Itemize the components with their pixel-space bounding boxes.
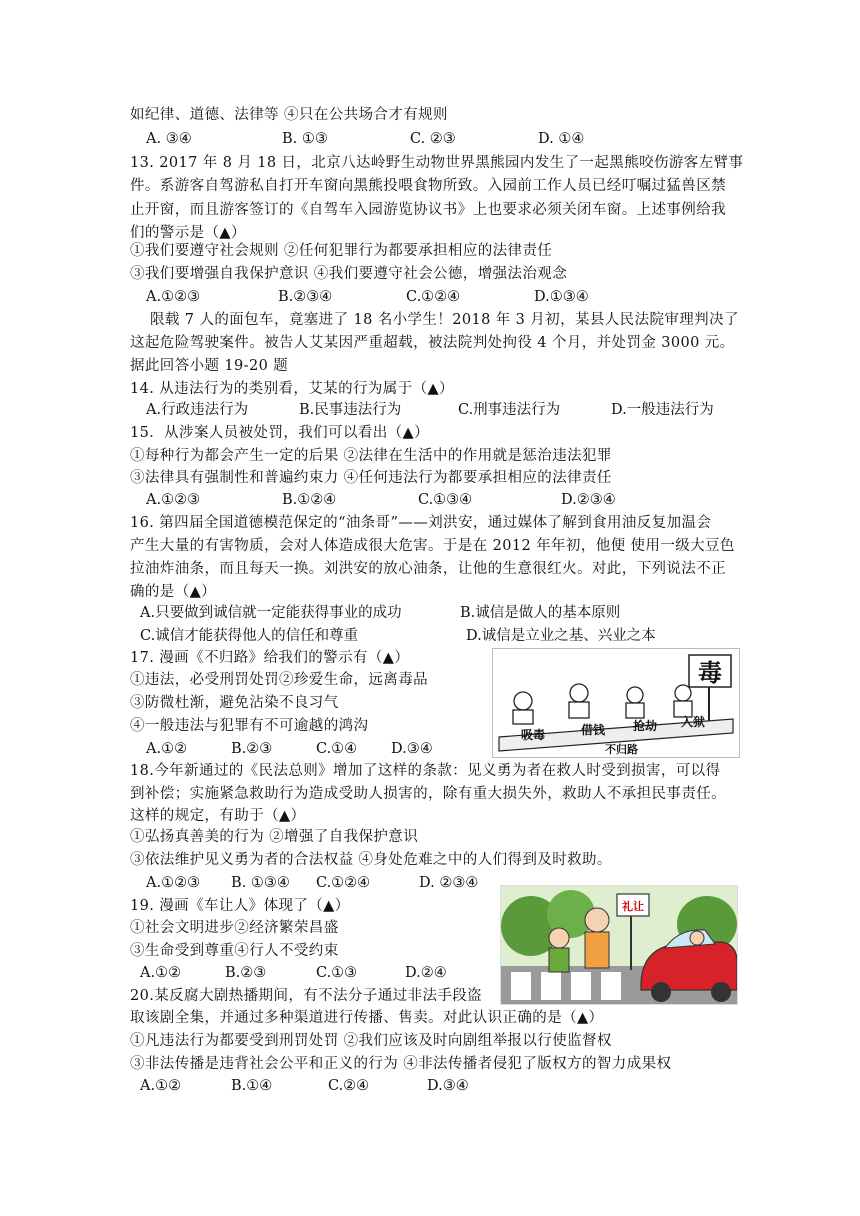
cartoon-label: 入狱 [681,715,706,729]
q16-option-b: B.诚信是做人的基本原则 [460,605,621,621]
q13-line: 止开窗，而且游客签订的《自驾车入园游览协议书》上也要求必须关闭车窗。上述事例给我 [130,202,726,218]
q18-option-d: D. ②③④ [419,875,479,891]
q15-option-a: A.①②③ [146,492,201,508]
q16-option-a: A.只要做到诚信就一定能获得事业的成功 [140,605,402,621]
q13-statement: ①我们要遵守社会规则 ②任何犯罪行为都要承担相应的法律责任 [130,243,553,259]
q17-statement: ①违法，必受刑罚处罚②珍爱生命，远离毒品 [130,672,428,688]
q19-option-d: D.②④ [405,965,447,981]
q15-option-d: D.②③④ [561,492,616,508]
q20-option-d: D.③④ [427,1078,469,1094]
q13-line: 13. 2017 年 8 月 18 日，北京八达岭野生动物世界黑熊园内发生了一起黑熊咬伤游客左臂事 [130,155,744,171]
q12-option-a: A. ③④ [146,131,192,147]
q14-option-b: B.民事违法行为 [299,402,402,418]
q13-statement: ③我们要增强自我保护意识 ④我们要遵守社会公德，增强法治观念 [130,266,568,282]
passage-line: 据此回答小题 19-20 题 [130,358,289,374]
cartoon-caption: 不归路 [605,743,638,756]
q15-option-c: C.①③④ [418,492,473,508]
q18-statement: ③依法维护见义勇为者的合法权益 ④身处危难之中的人们得到及时救助。 [130,852,612,868]
q15-option-b: B.①②④ [282,492,337,508]
q19-statement: ③生命受到尊重④行人不受约束 [130,943,339,959]
q13-line: 们的警示是（▲） [130,225,246,241]
q17-option-d: D.③④ [391,741,433,757]
q17-statement: ③防微杜渐，避免沾染不良习气 [130,695,339,711]
q18-line: 18.今年新通过的《民法总则》增加了这样的条款：见义勇为者在救人时受到损害，可以得 [130,763,721,779]
q17-option-a: A.①② [146,741,188,757]
q18-line: 到补偿；实施紧急救助行为造成受助人损害的，除有重大损失外，救助人不承担民事责任。 [130,786,726,802]
q16-line: 16. 第四届全国道德模范保定的“油条哥”——刘洪安，通过媒体了解到食用油反复加温会 [130,515,712,531]
q16-option-d: D.诚信是立业之基、兴业之本 [466,628,656,644]
q20-statement: ①凡违法行为都要受到刑罚处罚 ②我们应该及时向剧组举报以行使监督权 [130,1033,612,1049]
cartoon-bu-gui-lu [492,648,740,758]
q18-option-b: B. ①③④ [231,875,290,891]
q16-line: 拉油炸油条，而且每天一换。刘洪安的放心油条，让他的生意很红火。对此，下列说法不正 [130,561,726,577]
q20-option-b: B.①④ [231,1078,273,1094]
cartoon-che-rang-ren [500,885,738,1005]
q14-option-a: A.行政违法行为 [146,402,249,418]
q13-option-d: D.①③④ [534,289,589,305]
passage-line: 限载 7 人的面包车，竟塞进了 18 名小学生！2018 年 3 月初，某县人民法院审理判决了 [150,312,739,328]
q13-line: 件。系游客自驾游私自打开车窗向黑熊投喂食物所致。入园前工作人员已经叮嘱过猛兽区禁 [130,178,726,194]
q19-option-a: A.①② [140,965,182,981]
q13-option-c: C.①②④ [406,289,461,305]
q14-option-d: D.一般违法行为 [611,402,714,418]
q20-line: 取该剧全集，并通过多种渠道进行传播、售卖。对此认识正确的是（▲） [130,1010,604,1026]
cartoon-label: 吸毒 [521,728,546,742]
q17-statement: ④一般违法与犯罪有不可逾越的鸿沟 [130,718,369,734]
q15-statement: ③法律具有强制性和普遍约束力 ④任何违法行为都要承担相应的法律责任 [130,470,612,486]
cartoon-label: 借钱 [581,723,606,737]
q20-option-c: C.②④ [328,1078,370,1094]
cartoon-sign-text: 礼让 [622,900,644,913]
cartoon-sign-text: 毒 [698,658,722,687]
q14-stem: 14. 从违法行为的类别看，艾某的行为属于（▲） [130,381,454,397]
q18-option-a: A.①②③ [146,875,201,891]
q16-line: 产生大量的有害物质，会对人体造成很大危害。于是在 2012 年年初，他便 使用一级大豆色 [130,538,735,554]
q13-option-b: B.②③④ [278,289,333,305]
q13-option-a: A.①②③ [146,289,201,305]
q15-stem: 15．从涉案人员被处罚，我们可以看出（▲） [130,425,430,441]
q19-option-c: C.①③ [316,965,358,981]
cartoon-label: 抢劫 [633,719,658,733]
q17-option-b: B.②③ [231,741,273,757]
q15-statement: ①每种行为都会产生一定的后果 ②法律在生活中的作用就是惩治违法犯罪 [130,448,612,464]
q17-stem: 17. 漫画《不归路》给我们的警示有（▲） [130,650,410,666]
q12-tail: 如纪律、道德、法律等 ④只在公共场合才有规则 [130,107,448,123]
passage-line: 这起危险驾驶案件。被告人艾某因严重超载，被法院判处拘役 4 个月，并处罚金 3000 元。 [130,335,735,351]
q18-option-c: C.①②④ [316,875,371,891]
q19-statement: ①社会文明进步②经济繁荣昌盛 [130,920,339,936]
q20-option-a: A.①② [140,1078,182,1094]
q12-option-d: D. ①④ [538,131,585,147]
q18-line: 这样的规定，有助于（▲） [130,808,306,824]
q16-line: 确的是（▲） [130,584,217,600]
q19-stem: 19. 漫画《车让人》体现了（▲） [130,898,350,914]
q18-statement: ①弘扬真善美的行为 ②增强了自我保护意识 [130,829,419,845]
q12-option-b: B. ①③ [282,131,328,147]
q20-statement: ③非法传播是违背社会公平和正义的行为 ④非法传播者侵犯了版权方的智力成果权 [130,1056,672,1072]
q17-option-c: C.①④ [316,741,358,757]
q12-option-c: C. ②③ [410,131,456,147]
q20-line: 20.某反腐大剧热播期间，有不法分子通过非法手段盗 [130,988,483,1004]
q14-option-c: C.刑事违法行为 [458,402,561,418]
q19-option-b: B.②③ [225,965,267,981]
q16-option-c: C.诚信才能获得他人的信任和尊重 [140,628,359,644]
